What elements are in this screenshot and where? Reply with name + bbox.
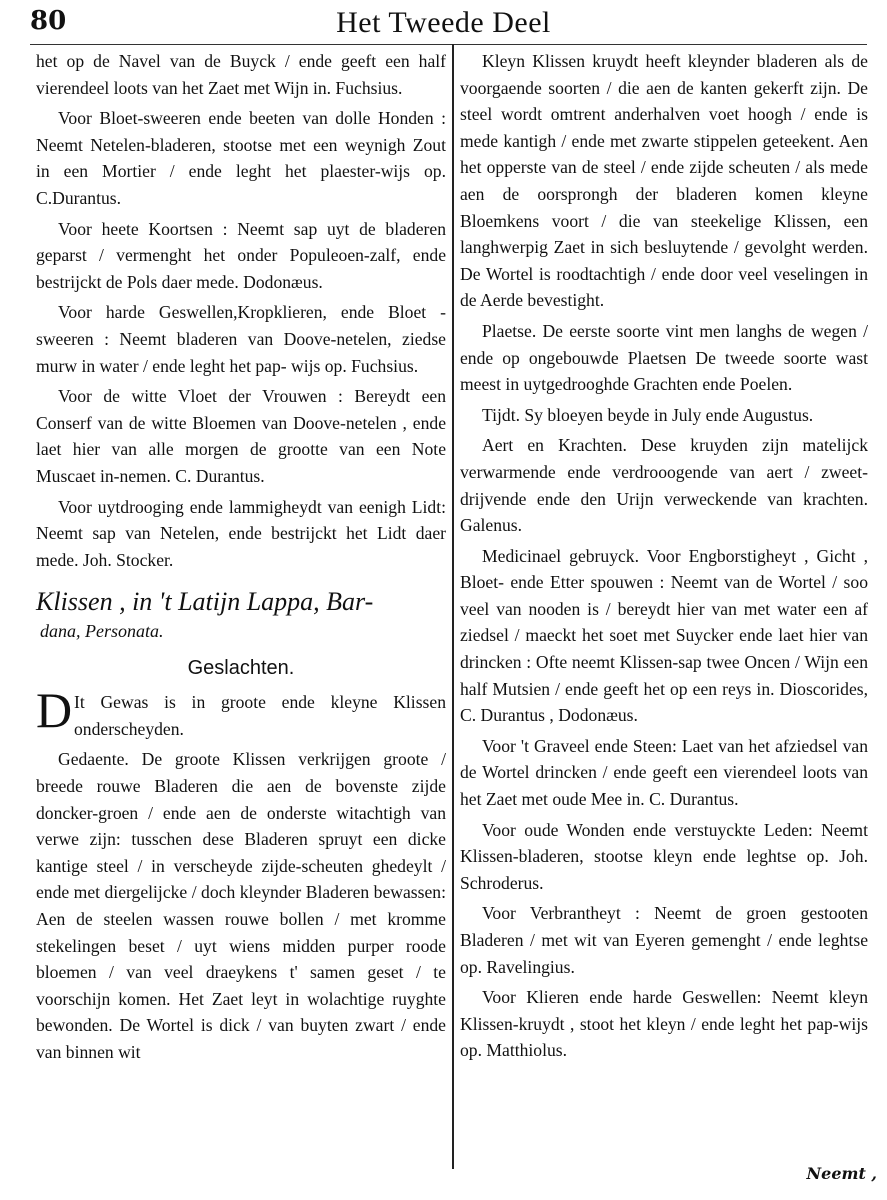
column-rule	[452, 44, 454, 1169]
paragraph: Gedaente. De groote Klissen verkrijgen groote / breede rouwe Bladeren die aen de bovenste zijde doncker-groen / ende aen de onderste witachtigh van verwe zijn: tusschen dese Bladeren spruyt een dicke kantige steel / in verscheyde zijde-scheuten ghedeylt / ende met diergelijcke / doch kleynder Bladeren bewassen: Aen de steelen wassen rouwe bollen / met kromme stekelingen beset / uyt wiens midden purper roode bloemen / van veel draeykens t' samen geset / te voorschijn komen. Het Zaet leyt in wolachtige ruyghte bewonden. De Wortel is dick / van buyten zwart / ende van binnen wit	[36, 749, 446, 1062]
section-heading	[36, 585, 446, 643]
left-column	[36, 48, 446, 1066]
opening-text: It Gewas is in groote ende kleyne Klissen onderscheyden.	[74, 692, 446, 739]
catchword: Neemt ,	[806, 1164, 877, 1183]
paragraph: Medicinael gebruyck. Voor Engborstigheyt , Gicht , Bloet- ende Etter spouwen : Neemt van de Wortel / soo veel van nooden is / bereydt hier van met water een af ziedsel / maeckt het soet met Suycker ende laet hier van drincken : Ofte neemt Klissen-sap twee Oncen / Wijn een half Mutsien / ende geeft het op een reys in. Dioscorides, C. Durantus , Dodonæus.	[460, 545, 868, 726]
paragraph: Kleyn Klissen kruydt heeft kleynder bladeren als de voorgaende soorten / die aen de kanten gekerft zijn. De steel wordt omtrent anderhalven voet hoogh / ende is mede kantigh / ende met zwarte stippelen geteekent. Aen het opperste van de steel / ende zijde scheuten / als mede aen de oorsprongh der bladeren komen kleyne Bloemkens voort / die van steekelige Klissen, een langhwerpig Zaet in sich besluytende / gevolght werden. De Wortel is roodtachtigh / ende door veel veselingen in de Aerde bevestight.	[460, 51, 868, 311]
paragraph: Voor harde Geswellen,Kropklieren, ende Bloet - sweeren : Neemt bladeren van Doove-netelen, ziedse murw in water / ende leght het pap- wijs op. Fuchsius.	[36, 302, 446, 376]
opening-paragraph	[36, 682, 446, 742]
paragraph: Voor uytdrooging ende lammigheydt van eenigh Lidt: Neemt sap van Netelen, ende bestrijckt het Lidt daer mede. Joh. Stocker.	[36, 496, 446, 570]
paragraph: Voor de witte Vloet der Vrouwen : Bereydt een Conserf van de witte Bloemen van Doove-netelen , ende laet hier van alle morgen de grootte van een Note Muscaet in-nemen. C. Durantus.	[36, 386, 446, 486]
drop-cap: D	[36, 682, 73, 739]
paragraph: Voor Verbrantheyt : Neemt de groen gestooten Bladeren / met wit van Eyeren gemenght / ende leghtse op. Ravelingius.	[460, 903, 868, 977]
heading-main: Klissen , in 't Latijn Lappa, Bar-	[36, 587, 374, 617]
paragraph: het op de Navel van de Buyck / ende geeft een half vierendeel loots van het Zaet met Wijn in. Fuchsius.	[36, 51, 446, 98]
paragraph: Aert en Krachten. Dese kruyden zijn matelijck verwarmende ende verdrooogende van aert / zweet-drijvende ende den Urijn verweckende van krachten. Galenus.	[460, 435, 868, 536]
paragraph: Plaetse. De eerste soorte vint men langhs de wegen / ende op ongebouwde Plaetsen De tweede soorte wast meest in uytgedrooghde Grachten ende Poelen.	[460, 320, 868, 395]
running-head: Het Tweede Deel	[336, 6, 551, 39]
header-rule	[30, 44, 867, 45]
paragraph: Tijdt. Sy bloeyen beyde in July ende Augustus.	[482, 404, 814, 425]
subheading: Geslachten.	[187, 657, 295, 680]
paragraph: Voor oude Wonden ende verstuyckte Leden: Neemt Klissen-bladeren, stootse kleyn ende leghtse op. Joh. Schroderus.	[460, 819, 868, 893]
paragraph: Voor heete Koortsen : Neemt sap uyt de bladeren geparst / vermenght het onder Populeoen-zalf, ende bestrijckt de Pols daer mede. Dodonæus.	[36, 218, 446, 292]
page-number: 80	[30, 6, 67, 36]
paragraph: Voor Klieren ende harde Geswellen: Neemt kleyn Klissen-kruydt , stoot het kleyn / ende leght het pap-wijs op. Matthiolus.	[460, 987, 868, 1061]
heading-continuation: dana, Personata.	[40, 621, 164, 642]
paragraph: Voor 't Graveel ende Steen: Laet van het afziedsel van de Wortel drincken / ende geeft een vierendeel loots van het Zaet met oude Mee in. C. Durantus.	[460, 735, 868, 810]
paragraph: Voor Bloet-sweeren ende beeten van dolle Honden : Neemt Netelen-bladeren, stootse met een weynigh Zout in een Mortier / ende leght het plaester-wijs op. C.Durantus.	[36, 108, 446, 208]
right-column	[460, 48, 868, 1064]
